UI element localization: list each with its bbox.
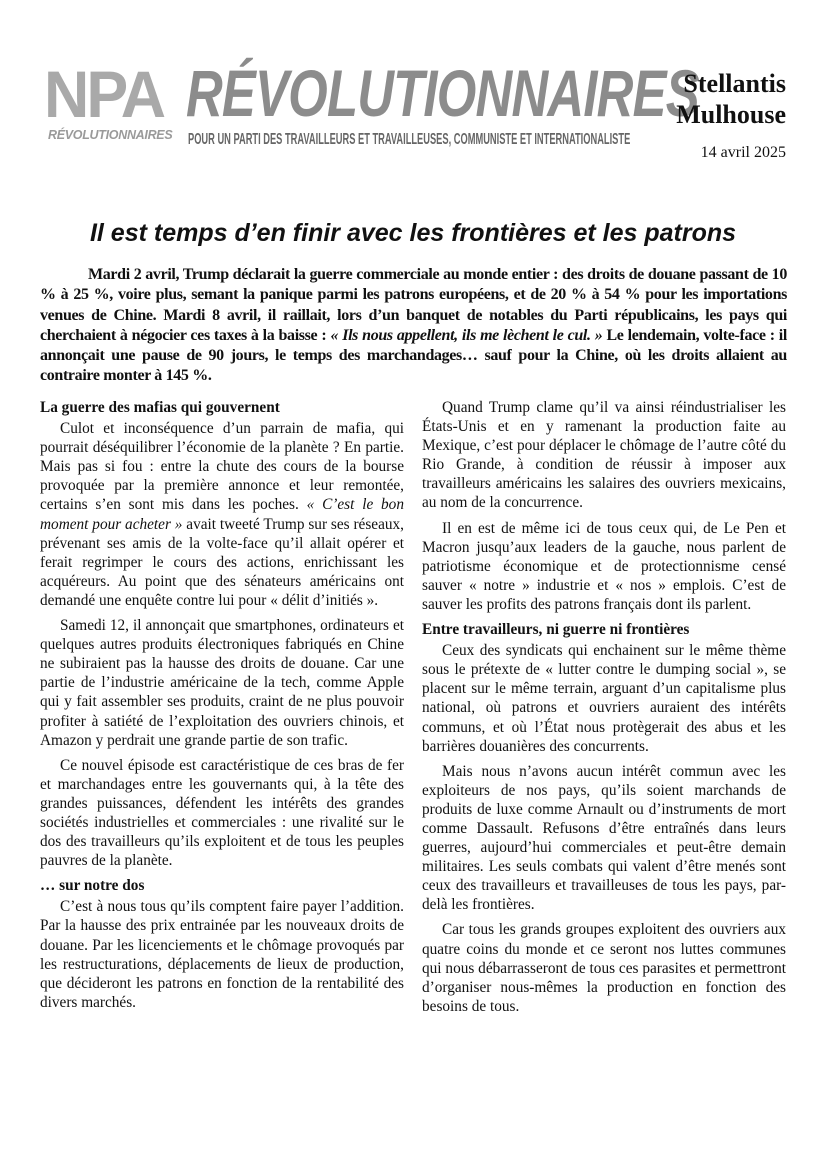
- paragraph-text: Culot et inconséquence d’un parrain de mafia, qui pourrait déséquilibrer l’économie de la planète ? En partie. Mais pas si fou : entre la chute des cours de la bourse provoquée par la première annonce et leur remontée, certains s’en sont mis dans les poches.: [40, 420, 404, 514]
- headline: Il est temps d’en finir avec les frontières et les patrons: [89, 219, 737, 247]
- paragraph-text: avait tweeté Trump sur ses réseaux, prévenant ses amis de la volte-face qu’il allait opérer et ferait regrimper le cours des actions, enrichissant les acquéreurs. Au point que des sénateurs américains ont demandé une enquête contre lui pour « délit d’initiés ».: [40, 515, 404, 609]
- publication-title-logo: RÉVOLUTIONNAIRES: [186, 56, 699, 130]
- paragraph: Il en est de même ici de tous ceux qui, de Le Pen et Macron jusqu’aux leaders de la gauche, nous parlent de patriotisme économique et de protectionnisme censé sauver « notre » industrie et « nos » emplois. C’est de sauver les profits des patrons français dont ils parlent.: [422, 519, 786, 613]
- paragraph: Ceux des syndicats qui enchainent sur le même thème sous le prétexte de « lutter contre le dumping social », se placent sur le même terrain, arguant d’un capitalisme plus national, où patrons et ouvriers auraient des intérêts communs, et où l’État nous protègerait des abus et les barrières douanières des concurrents.: [422, 642, 786, 755]
- lead-text-1: Mardi 2 avril, Trump déclarait la guerre commerciale au monde entier : des droits de douane passant de 10 % à 25 %, voire plus, semant la panique parmi les patrons européens, et de 20 % à 54 % pour les importations venues de Chine. Mardi 8 avril, il raillait, lors d’un banquet de notables du Parti républicains, les pays qui cherchaient à négocier ces taxes à la baisse :: [40, 266, 787, 344]
- right-column: [422, 398, 786, 1022]
- section-heading: Entre travailleurs, ni guerre ni frontières: [422, 621, 690, 639]
- paragraph: Ce nouvel épisode est caractéristique de ces bras de fer et marchandages entre les gouvernants qui, à la tête des grandes puissances, défendent les intérêts des grandes sociétés industrielles et commerciales : une rivalité sur le dos des travailleurs qu’ils exploitent et de tous les peuples pauvres de la planète.: [40, 756, 404, 870]
- edition-line-1: Stellantis: [683, 69, 786, 98]
- paragraph: [40, 419, 404, 610]
- section-heading: … sur notre dos: [40, 877, 145, 895]
- paragraph: C’est à nous tous qu’ils comptent faire payer l’addition. Par la hausse des prix entrainée par les nouveaux droits de douane. Par les licenciements et le chômage provoqués par les restructurations, déplacements de lieux de production, que décideront les patrons en fonction de la rentabilité des divers marchés.: [40, 898, 404, 1011]
- edition-line-2: Mulhouse: [676, 100, 786, 129]
- edition-name: [676, 68, 786, 130]
- section-heading: La guerre des mafias qui gouvernent: [40, 399, 280, 416]
- lead-paragraph: [40, 265, 787, 387]
- paragraph: Car tous les grands groupes exploitent des ouvriers aux quatre coins du monde et ce seront nos luttes communes qui nous débarrasseront de tous ces parasites et permettront d’organiser nous-mêmes la production en fonction des besoins de tous.: [422, 921, 786, 1015]
- issue-date: 14 avril 2025: [700, 144, 786, 161]
- tweet-quote: « C’est le bon moment pour acheter »: [40, 496, 404, 533]
- lead-quote: « Ils nous appellent, ils me lèchent le cul. »: [330, 326, 603, 344]
- lead-text-2: Le lendemain, volte-face : il annonçait une pause de 90 jours, le temps des marchandages… sauf pour la Chine, où les droits allaient au contraire monter à 145 %.: [40, 326, 787, 385]
- left-column: [40, 398, 404, 1018]
- slogan: POUR UN PARTI DES TRAVAILLEURS ET TRAVAILLEUSES, COMMUNISTE ET INTERNATIONALISTE: [188, 131, 631, 148]
- paragraph: Samedi 12, il annonçait que smartphones, ordinateurs et quelques autres produits électroniques fabriqués en Chine ne subiraient pas la hausse des droits de douane. Car une partie de l’industrie américaine de la tech, comme Apple qui y fait assembler ses produits, craint de ne plus pouvoir profiter à satiété de l’exploitation des ouvriers chinois, et Amazon y perdrait une grande partie de son trafic.: [40, 617, 404, 749]
- npa-logo: NPA: [44, 57, 164, 131]
- paragraph: Quand Trump clame qu’il va ainsi réindustrialiser les États-Unis et en y ramenant la production faite au Mexique, c’est pour déplacer le chômage de l’autre côté du Rio Grande, à condition de réussir à imposer aux travailleurs américains les salaires des ouvriers mexicains, au nom de la concurrence.: [422, 399, 786, 512]
- npa-logo-subtitle: RÉVOLUTIONNAIRES: [48, 128, 173, 142]
- paragraph: Mais nous n’avons aucun intérêt commun avec les exploiteurs de nos pays, qu’ils soient marchands de produits de luxe comme Arnault ou d’instruments de mort comme Dassault. Refusons d’être entraînés dans leurs guerres, aujourd’hui commerciales et peut-être demain militaires. Les seuls combats qui valent d’être menés sont ceux des travailleurs et travailleuses de tous les pays, par-delà les frontières.: [422, 762, 786, 914]
